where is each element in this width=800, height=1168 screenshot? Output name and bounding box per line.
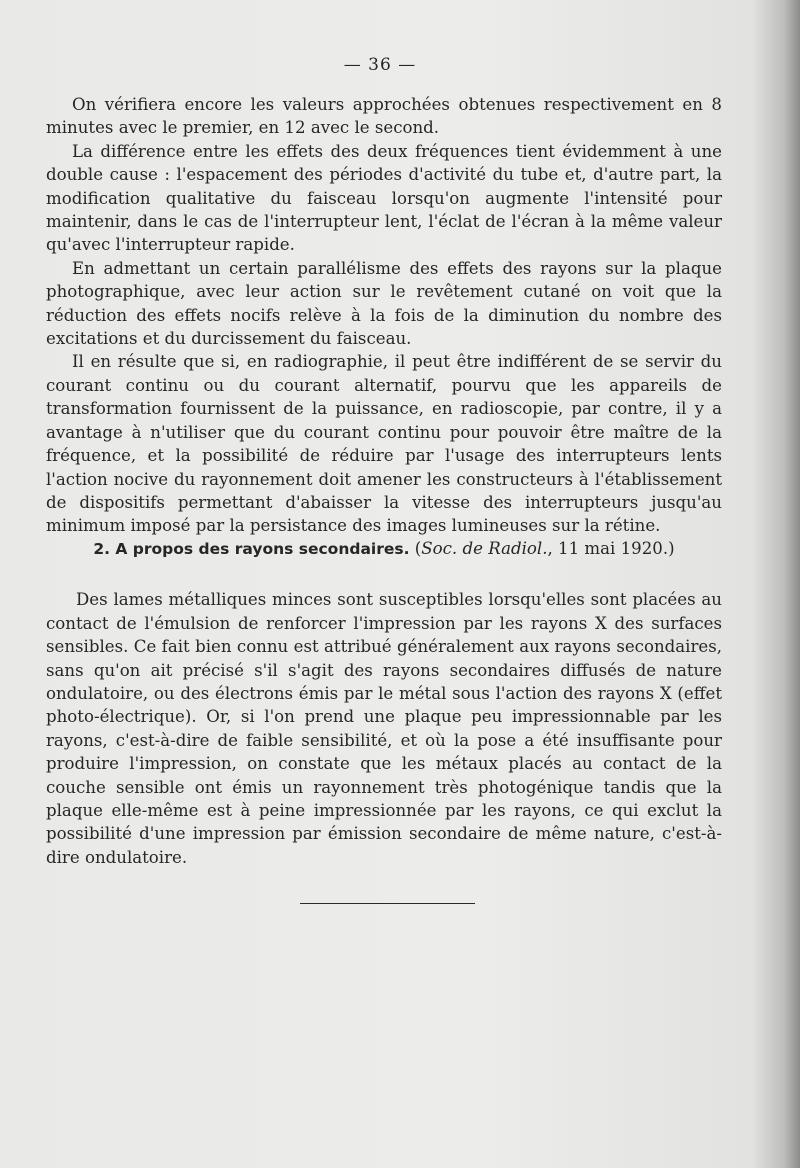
section-title: A propos des rayons secondaires. bbox=[115, 540, 410, 558]
page-number: — 36 — bbox=[343, 55, 417, 75]
section-heading bbox=[46, 537, 722, 561]
main-text bbox=[46, 93, 722, 538]
section-number: 2. bbox=[93, 540, 111, 558]
paragraph-4: Il en résulte que si, en radiographie, il peut être indifférent de se servir du courant continu ou du courant alternatif, pourvu que les appareils de transformation fournissent de la puissance, en radioscopie, par contre, il y a avantage à n'utiliser que du courant continu pour pouvoir être maître de la fréquence, et la possibilité de réduire par l'usage des interrupteurs lents l'action nocive du rayonnement doit amener les constructeurs à l'établissement de dispositifs permettant d'abaisser la vitesse des interrupteurs jusqu'au minimum imposé par la persistance des images lumineuses sur la rétine. bbox=[46, 352, 722, 536]
source-date: , 11 mai 1920.) bbox=[547, 539, 675, 558]
paragraph-1: On vérifiera encore les valeurs approchées obtenues respectivement en 8 minutes avec le premier, en 12 avec le second. bbox=[46, 95, 722, 138]
source-journal: Soc. de Radiol. bbox=[421, 539, 548, 558]
paragraph-3: En admettant un certain parallélisme des effets des rayons sur la plaque photographique, avec leur action sur le revêtement cutané on voit que la réduction des effets nocifs relève à la fois de la diminution du nombre des excitations et du durcissement du faisceau. bbox=[46, 258, 722, 349]
section-body: Des lames métalliques minces sont susceptibles lorsqu'elles sont placées au contact de l'émulsion de renforcer l'impression par les rayons X des surfaces sensibles. Ce fait bien connu est attribué généralement aux rayons secondaires, sans qu'on ait précisé s'il s'agit des rayons secondaires diffusés de nature ondulatoire, ou des électrons émis par le métal sous l'action des rayons X (effet photo-électrique). Or, si l'on prend une plaque peu impressionnable par les rayons, c'est-à-dire de faible sensibilité, et où la pose a été insuffisante pour produire l'impression, on constate que les métaux placés au contact de la couche sensible ont émis un rayonnement très photogénique tandis que la plaque elle-même est à peine impressionnée par les rayons, ce qui exclut la possibilité d'une impression par émission secondaire de même nature, c'est-à-dire ondulatoire. bbox=[46, 590, 722, 867]
section-2 bbox=[46, 537, 722, 869]
end-rule bbox=[300, 903, 475, 904]
paragraph-2: La différence entre les effets des deux fréquences tient évidemment à une double cause : l'espacement des périodes d'activité du tube et, d'autre part, la modification qualitative du faisceau lorsqu'on augmente l'intensité pour maintenir, dans le cas de l'interrupteur lent, l'éclat de l'écran à la même valeur qu'avec l'interrupteur rapide. bbox=[46, 141, 722, 255]
source-open: ( bbox=[414, 539, 422, 558]
